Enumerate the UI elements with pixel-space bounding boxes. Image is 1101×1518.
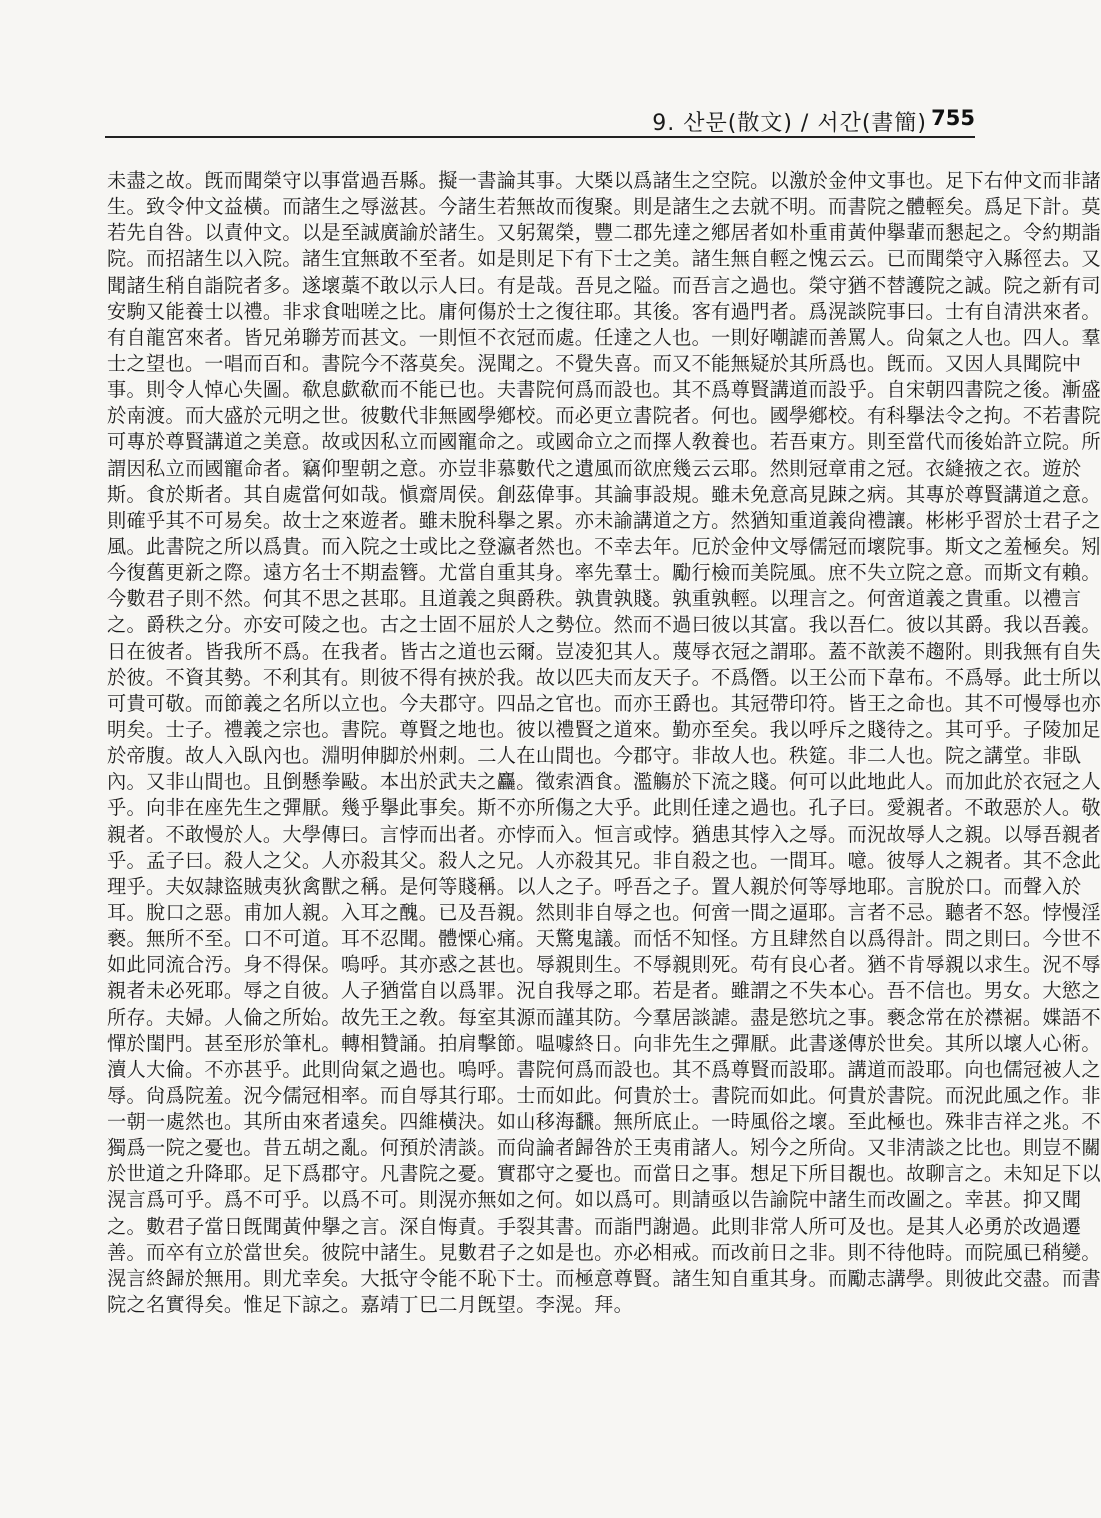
text-line: 之。數君子當日旣聞黃仲擧之言。深自悔責。手裂其書。而詣門謝過。此則非常人所可及也。是其人必勇於改過遷 [107,1214,1082,1238]
text-line: 謂因私立而國寵命者。竊仰聖朝之意。亦豈非慕數代之遺風而欲庶幾云云耶。然則冠章甫之冠。衣縫掖之衣。遊於 [107,456,1082,480]
text-line: 如此同流合汚。身不得保。嗚呼。其亦惑之甚也。辱親則生。不辱親則死。苟有良心者。猶不肯辱親以求生。況不辱 [107,953,1101,977]
text-line: 乎。孟子曰。殺人之父。人亦殺其父。殺人之兄。人亦殺其兄。非自殺之也。一間耳。噫。彼辱人之親者。其不念此 [107,848,1101,872]
text-line: 院。而招諸生以入院。諸生宜無敢不至者。如是則足下有下士之美。諸生無自輕之愧云云。已而聞榮守入縣徑去。又 [107,247,1101,271]
page-header [105,104,975,138]
text-line: 親者。不敢慢於人。大學傳曰。言悖而出者。亦悖而入。恒言或悖。猶患其悖入之辱。而況故辱人之親。以辱吾親者 [107,822,1101,846]
letter-body [107,168,1101,1318]
text-line: 所存。夫婦。人倫之所始。故先王之敎。每室其源而謹其防。今羣居談謔。盡是慾坑之事。褻念常在於襟裾。媟語不 [107,1005,1101,1029]
text-line: 耳。脫口之惡。甫加人親。入耳之醜。已及吾親。然則非自辱之也。何啻一間之逼耶。言者不忌。聽者不怒。悖慢淫 [107,900,1101,924]
text-line: 於彼。不資其勢。不利其有。則彼不得有挾於我。故以匹夫而友天子。不爲僭。以王公而下韋布。不爲辱。此士所以 [107,665,1101,689]
text-line: 理乎。夫奴隷盜賊夷狄禽獸之稱。是何等賤稱。以人之子。呼吾之子。置人親於何等辱地耶。言脫於口。而聲入於 [107,874,1082,898]
text-line: 安駒又能養士以禮。非求食咄嗟之比。庸何傷於士之復往耶。其後。客有過門者。爲滉談院事曰。士有自清洪來者。 [107,299,1101,323]
text-line: 獨爲一院之憂也。昔五胡之亂。何預於淸談。而尙論者歸咎於王夷甫諸人。矧今之所尙。又非淸談之比也。則豈不關 [107,1136,1101,1160]
page-number: 755 [931,106,975,130]
text-line: 若先自咎。以責仲文。以是至誠廣諭於諸生。又躬駕榮，豐二郡先達之鄕居者如朴重甫黃仲擧輩而懇起之。令約期詣 [107,221,1101,245]
text-line: 可專於尊賢講道之美意。故或因私立而國寵命之。或國命立之而擇人敎養也。若吾東方。則至當代而後始許立院。所 [107,430,1101,454]
text-line: 滉言終歸於無用。則尤幸矣。大抵守令能不恥下士。而極意尊賢。諸生知自重其身。而勵志講學。則彼此交盡。而書 [107,1266,1101,1290]
text-line: 之。爵秩之分。亦安可陵之也。古之士固不屈於人之勢位。然而不過曰彼以其富。我以吾仁。彼以其爵。我以吾義。 [107,613,1101,637]
text-line: 明矣。士子。禮義之宗也。書院。尊賢之地也。彼以禮賢之道來。勤亦至矣。我以呼斥之賤待之。其可乎。子陵加足 [107,717,1101,741]
text-line: 於世道之升降耶。足下爲郡守。凡書院之憂。實郡守之憂也。而當日之事。想足下所目覩也。故聊言之。未知足下以 [107,1162,1101,1186]
text-line: 於南渡。而大盛於元明之世。彼數代非無國學鄕校。而必更立書院者。何也。國學鄕校。有科擧法令之拘。不若書院 [107,404,1101,428]
text-line: 憚於閨門。甚至形於筆札。轉相贊誦。拍肩擊節。嗢噱終日。向非先生之彈厭。此書遂傳於世矣。其所以壞人心術。 [107,1031,1101,1055]
text-line: 風。此書院之所以爲貴。而入院之士或比之登瀛者然也。不幸去年。厄於金仲文辱儒冠而壞院事。斯文之羞極矣。矧 [107,534,1101,558]
text-line: 生。致令仲文益橫。而諸生之辱滋甚。今諸生若無故而復聚。則是諸生之去就不明。而書院之體輕矣。爲足下計。莫 [107,195,1101,219]
text-line: 辱。尙爲院羞。況今儒冠相率。而自辱其行耶。士而如此。何貴於士。書院而如此。何貴於書院。而況此風之作。非 [107,1083,1101,1107]
text-line: 乎。向非在座先生之彈厭。幾乎擧此事矣。斯不亦所傷之大乎。此則任達之過也。孔子曰。愛親者。不敢惡於人。敬 [107,796,1101,820]
text-line: 今復舊更新之際。遠方名士不期盍簪。尤當自重其身。率先羣士。勵行檢而美院風。庶不失立院之意。而斯文有賴。 [107,561,1101,585]
text-line: 有自龍宮來者。皆兄弟聯芳而甚文。一則恒不衣冠而處。任達之人也。一則好嘲謔而善罵人。尙氣之人也。四人。羣 [107,325,1101,349]
text-line: 聞諸生稍自詣院者多。遂壞藁不敢以示人曰。有是哉。吾見之隘。而吾言之過也。榮守猶不替護院之誠。院之新有司 [107,273,1101,297]
text-line: 則確乎其不可易矣。故士之來遊者。雖未脫科擧之累。亦未諭講道之方。然猶知重道義尙禮讓。彬彬乎習於士君子之 [107,508,1101,532]
text-line: 未盡之故。旣而聞榮守以事當過吾縣。擬一書論其事。大槩以爲諸生之空院。以激於金仲文事也。足下右仲文而非諸 [107,169,1101,192]
text-line: 善。而卒有立於當世矣。彼院中諸生。見數君子之如是也。亦必相戒。而改前日之非。則不待他時。而院風已稍變。 [107,1240,1101,1264]
text-line: 於帝腹。故人入臥內也。淵明伸脚於州刺。二人在山間也。今郡守。非故人也。秩筵。非二人也。院之講堂。非臥 [107,744,1082,768]
text-line: 院之名實得矣。惟足下諒之。嘉靖丁巳二月旣望。李滉。拜。 [107,1293,634,1317]
text-line: 褻。無所不至。口不可道。耳不忍聞。體慄心痛。天驚鬼議。而恬不知怪。方且肆然自以爲得計。問之則曰。今世不 [107,927,1101,951]
text-line: 一朝一處然也。其所由來者遠矣。四維橫決。如山移海飜。無所底止。一時風俗之壞。至此極也。殊非吉祥之兆。不 [107,1110,1101,1134]
text-line: 斯。食於斯者。其自處當何如哉。愼齋周侯。創茲偉事。其論事設規。雖未免意高見踈之病。其專於尊賢講道之意。 [107,482,1101,506]
text-line: 親者未必死耶。辱之自彼。人子猶當自以爲罪。況自我辱之耶。若是者。雖謂之不失本心。吾不信也。男女。大慾之 [107,979,1101,1003]
text-line: 滉言爲可乎。爲不可乎。以爲不可。則滉亦無如之何。如以爲可。則請亟以告諭院中諸生而改圖之。幸甚。抑又聞 [107,1188,1082,1212]
text-line: 今數君子則不然。何其不思之甚耶。且道義之與爵秩。孰貴孰賤。孰重孰輕。以理言之。何啻道義之貴重。以禮言 [107,587,1082,611]
text-line: 事。則令人悼心失圖。欷息歔欷而不能已也。夫書院何爲而設也。其不爲尊賢講道而設乎。自宋朝四書院之後。漸盛 [107,378,1101,402]
running-header-title: 9. 산문(散文) / 서간(書簡) [652,111,927,136]
text-line: 內。又非山間也。且倒懸拳敺。本出於武夫之麤。徵索酒食。濫觴於下流之賤。何可以此地此人。而加此於衣冠之人 [107,770,1101,794]
text-line: 瀆人大倫。不亦甚乎。此則尙氣之過也。嗚呼。書院何爲而設也。其不爲尊賢而設耶。講道而設耶。向也儒冠被人之 [107,1057,1101,1081]
text-line: 士之望也。一唱而百和。書院今不落莫矣。滉聞之。不覺失喜。而又不能無疑於其所爲也。旣而。又因人具聞院中 [107,351,1082,375]
text-line: 日在彼者。皆我所不爲。在我者。皆古之道也云爾。豈凌犯其人。蔑辱衣冠之謂耶。蓋不歆羨不趨附。則我無有自失 [107,639,1101,663]
text-line: 可貴可敬。而節義之名所以立也。今夫郡守。四品之官也。而亦王爵也。其冠帶印符。皆王之命也。其不可慢辱也亦 [107,691,1101,715]
